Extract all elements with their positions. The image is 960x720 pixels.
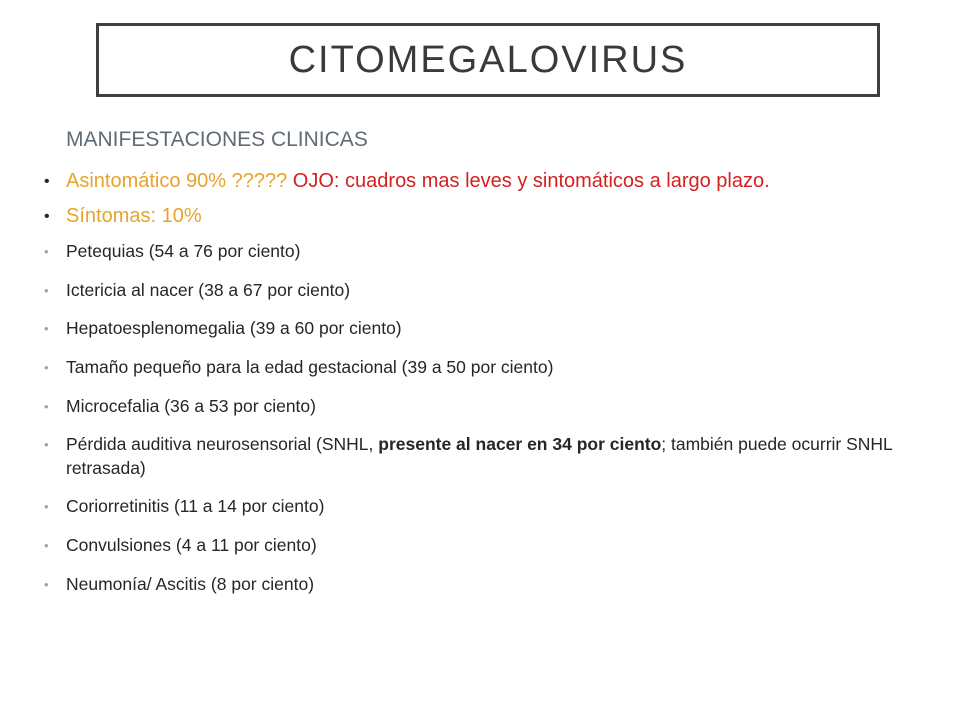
bullet-icon: • bbox=[44, 499, 49, 515]
bullet-icon: • bbox=[44, 398, 49, 414]
list-item-text: Convulsiones (4 a 11 por ciento) bbox=[66, 535, 317, 555]
bullet-icon: • bbox=[44, 173, 50, 190]
hearing-text-pre: Pérdida auditiva neurosensorial (SNHL, bbox=[66, 434, 379, 455]
bullet-icon: • bbox=[44, 359, 49, 375]
list-item-text: Coriorretinitis (11 a 14 por ciento) bbox=[66, 496, 325, 517]
hearing-text-bold: presente al nacer en 34 por ciento bbox=[378, 434, 662, 455]
title-box bbox=[96, 23, 880, 97]
hearing-text-post: ; también puede ocurrir SNHL retrasada) bbox=[66, 434, 893, 478]
list-item-text: Neumonía/ Ascitis (8 por ciento) bbox=[66, 573, 315, 594]
bullet-icon: • bbox=[44, 437, 49, 453]
bullet-icon: • bbox=[44, 208, 50, 225]
list-item bbox=[44, 356, 924, 380]
list-item bbox=[44, 495, 924, 519]
asymptomatic-label: Asintomático 90% ????? bbox=[66, 170, 288, 192]
bullet-icon: • bbox=[44, 282, 49, 298]
asymptomatic-note: OJO: cuadros mas leves y sintomáticos a largo plazo. bbox=[287, 170, 770, 192]
list-item bbox=[44, 573, 924, 597]
symptoms-label: Síntomas: 10% bbox=[66, 205, 202, 227]
bullet-list bbox=[44, 170, 924, 611]
list-item bbox=[44, 279, 924, 303]
list-item bbox=[44, 395, 924, 419]
list-item-symptoms bbox=[44, 205, 924, 228]
list-item-hearing-loss bbox=[44, 433, 924, 480]
bullet-icon: • bbox=[44, 538, 49, 553]
list-item bbox=[44, 317, 924, 341]
list-item-text: Microcefalia (36 a 53 por ciento) bbox=[66, 395, 316, 416]
list-item-text: Tamaño pequeño para la edad gestacional (39 a 50 por ciento) bbox=[66, 356, 554, 377]
bullet-icon: • bbox=[44, 244, 49, 259]
list-item bbox=[44, 534, 924, 558]
bullet-icon: • bbox=[44, 321, 49, 337]
list-item bbox=[44, 240, 924, 264]
list-item-text: Hepatoesplenomegalia (39 a 60 por ciento) bbox=[66, 318, 402, 339]
section-subtitle: MANIFESTACIONES CLINICAS bbox=[66, 128, 368, 151]
slide-title: CITOMEGALOVIRUS bbox=[288, 38, 688, 81]
list-item-asymptomatic bbox=[44, 170, 924, 193]
list-item-text: Petequias (54 a 76 por ciento) bbox=[66, 241, 301, 261]
list-item-text: Ictericia al nacer (38 a 67 por ciento) bbox=[66, 279, 351, 300]
bullet-icon: • bbox=[44, 576, 49, 592]
